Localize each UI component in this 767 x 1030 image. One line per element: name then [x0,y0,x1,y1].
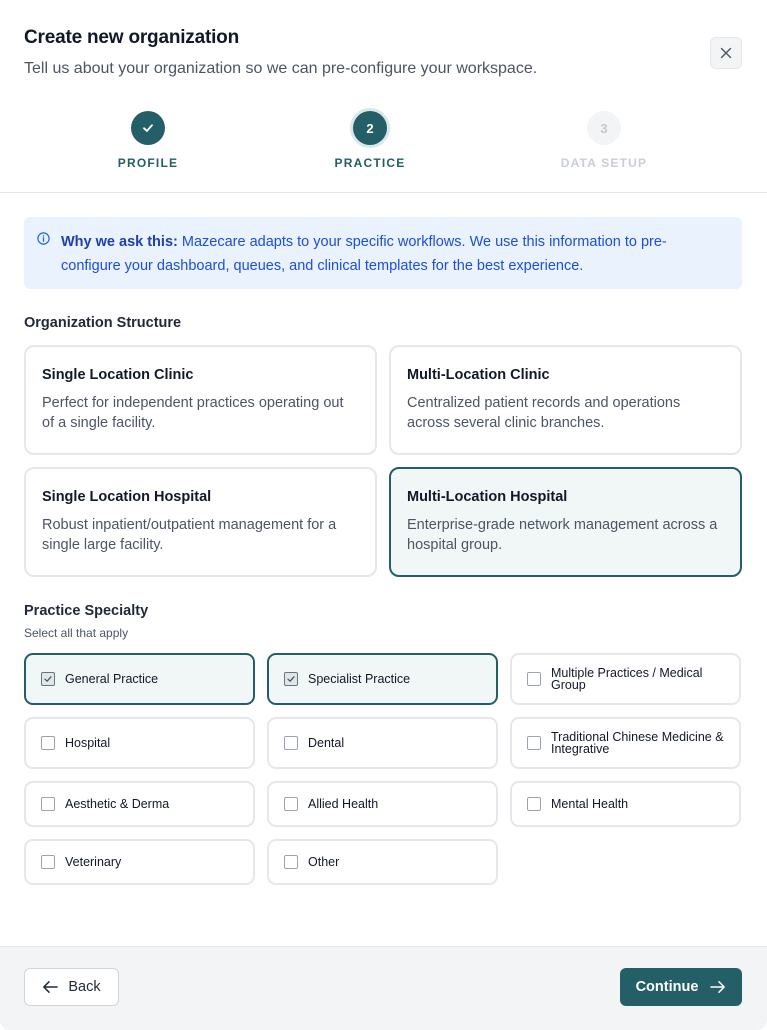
specialty-specialist-practice[interactable] [267,653,498,705]
specialty-label: Multiple Practices / Medical Group [551,666,703,692]
checkbox[interactable] [527,672,541,686]
step-label: PRACTICE [334,156,406,170]
specialty-multiple-practices[interactable] [510,653,741,705]
step-practice [310,111,430,170]
dialog-title: Create new organization [24,27,239,48]
close-button[interactable] [710,37,742,69]
checkbox[interactable] [284,855,298,869]
specialty-label: Dental [308,736,345,750]
checkbox[interactable] [527,797,541,811]
org-option-description: Enterprise-grade network management across a hospital group. [407,517,718,553]
org-option-multi-location-hospital[interactable] [389,467,742,577]
specialty-label: Specialist Practice [308,672,411,686]
specialty-dental[interactable] [267,717,498,769]
specialty-label: Mental Health [551,797,629,811]
back-button[interactable] [24,968,119,1006]
specialty-general-practice[interactable] [24,653,255,705]
org-option-single-location-hospital[interactable] [24,467,377,577]
org-option-description: Robust inpatient/outpatient management for a single large facility. [42,517,337,553]
org-option-description: Perfect for independent practices operating out of a single facility. [42,395,344,431]
practice-specialty-heading: Practice Specialty [24,603,149,619]
specialty-label: Hospital [65,736,111,750]
organization-structure-heading: Organization Structure [24,315,182,331]
checkmark-icon [286,674,296,684]
info-callout [24,217,742,289]
checkmark-icon [141,121,155,135]
checkbox[interactable] [284,736,298,750]
checkbox[interactable] [284,797,298,811]
step-3-indicator: 3 [587,111,621,145]
back-button-label: Back [68,979,101,995]
org-option-title: Single Location Clinic [42,367,194,383]
practice-specialty-subtitle: Select all that apply [24,626,129,640]
specialty-tcm-integrative[interactable] [510,717,741,769]
step-label: DATA SETUP [560,156,648,170]
org-option-single-location-clinic[interactable] [24,345,377,455]
specialty-label: General Practice [65,672,159,686]
dialog-header [0,0,767,193]
info-text: Mazecare adapts to your specific workflows. We use this information to pre-configure your dashboard, queues, and clinical templates for the best experience. [61,234,667,274]
specialty-hospital[interactable] [24,717,255,769]
specialty-label: Traditional Chinese Medicine & Integrative [551,730,724,756]
org-option-description: Centralized patient records and operations across several clinic branches. [407,395,681,431]
continue-button-label: Continue [635,979,699,995]
dialog-subtitle: Tell us about your organization so we can pre-configure your workspace. [24,60,538,77]
step-2-indicator: 2 [353,111,387,145]
specialty-label: Other [308,855,340,869]
continue-button[interactable] [620,968,742,1006]
step-data-setup [544,111,664,170]
checkmark-icon [43,674,53,684]
dialog-footer [0,946,767,1030]
close-icon [720,47,732,59]
checkbox[interactable] [527,736,541,750]
info-icon [37,232,50,245]
specialty-veterinary[interactable] [24,839,255,885]
info-lead: Why we ask this: [61,234,178,250]
step-label: PROFILE [117,156,179,170]
specialty-aesthetic-derma[interactable] [24,781,255,827]
specialty-label: Aesthetic & Derma [65,797,170,811]
checkbox[interactable] [41,855,55,869]
specialty-label: Veterinary [65,855,122,869]
checkbox[interactable] [41,736,55,750]
checkbox-checked[interactable] [41,672,55,686]
org-option-multi-location-clinic[interactable] [389,345,742,455]
specialty-allied-health[interactable] [267,781,498,827]
step-profile [88,111,208,170]
specialty-other[interactable] [267,839,498,885]
org-option-title: Multi-Location Hospital [407,489,568,505]
step-1-indicator [131,111,165,145]
specialty-label: Allied Health [308,797,379,811]
checkbox[interactable] [41,797,55,811]
org-option-title: Multi-Location Clinic [407,367,550,383]
checkbox-checked[interactable] [284,672,298,686]
arrow-left-icon [42,980,58,994]
org-option-title: Single Location Hospital [42,489,212,505]
arrow-right-icon [710,980,726,994]
specialty-mental-health[interactable] [510,781,741,827]
